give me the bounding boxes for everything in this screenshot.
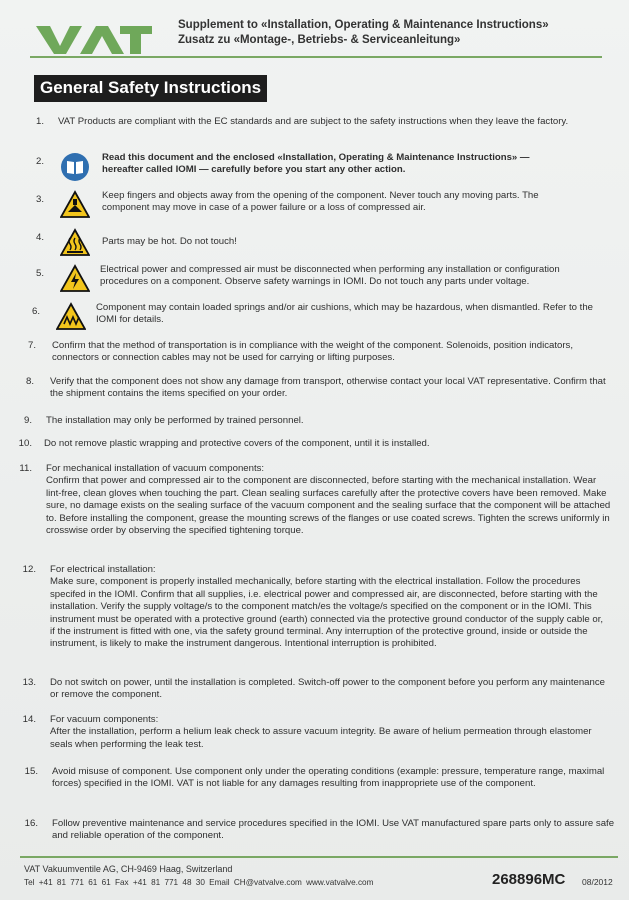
footer-divider [20, 856, 618, 858]
item-heading: For electrical installation: [50, 564, 156, 575]
item-text: Confirm that the method of transportation is in compliance with the weight of the component. Solenoids, position indicators, connectors or connection cables may not be used for carrying or lifting purposes. [52, 340, 574, 364]
footer-company: VAT Vakuumventile AG, CH-9469 Haag, Switzerland [24, 864, 233, 874]
item-text: Component may contain loaded springs and/or air cushions, which may be hazardous, when dismantled. Refer to the IOMI for details. [96, 302, 594, 326]
electrical-hazard-warning-icon [60, 264, 90, 294]
item-number: 8. [25, 376, 34, 387]
document-date: 08/2012 [582, 877, 613, 887]
item-text: Keep fingers and objects away from the opening of the component. Never touch any moving parts. The component may move in case of a power failure or a loss of compressed air. [102, 190, 539, 214]
item-number: 15. [24, 766, 38, 777]
item-text: Read this document and the enclosed «Installation, Operating & Maintenance Instructions» — hereafter called IOMI — carefully before you start any other action. [102, 152, 530, 176]
item-text: Do not remove plastic wrapping and protective covers of the component, until it is installed. [44, 438, 430, 449]
header-divider [30, 56, 602, 58]
item-text: Verify that the component does not show any damage from transport, otherwise contact your local VAT representative. Confirm that the shipment contains the items specified on your order. [50, 376, 606, 400]
header-title [178, 18, 598, 48]
item-heading: For mechanical installation of vacuum components: [46, 463, 265, 474]
item-text: The installation may only be performed by trained personnel. [46, 415, 304, 426]
hot-surface-warning-icon [60, 228, 90, 258]
item-body: Confirm that power and compressed air to the component are disconnected, before starting with the mechanical installation. Wear lint-free, clean gloves when touching the part. Clean sealing surfaces carefully after the protective covers have been removed. Make sure, no damage exists on the sealing surface of the vacuum component and the sealing surface that the component will be attached to. Before installing the component, grease the mounting screws of the flanges or use coated screws. Tighten the screws uniformly in crosswise order by observing the specified tightening torque. [46, 475, 611, 537]
item-text [46, 463, 614, 537]
item-number: 9. [23, 415, 32, 426]
hand-pinch-warning-icon [60, 190, 90, 220]
item-body: After the installation, perform a helium leak check to assure vacuum integrity. Be aware of helium permeation through elastomer seals when performing the leak test. [50, 726, 592, 750]
item-text: Electrical power and compressed air must be disconnected when performing any installation or configuration procedures on a component. Observe safety warnings in IOMI. Do not touch any parts under voltage. [100, 264, 560, 288]
manual-book-icon [60, 152, 90, 182]
header-title-de: Zusatz zu «Montage-, Betriebs- & Serviceanleitung» [178, 34, 461, 46]
item-number: 4. [35, 232, 44, 243]
item-number: 7. [27, 340, 36, 351]
footer-contact: Tel +41 81 771 61 61 Fax +41 81 771 48 30 Email CH@vatvalve.com www.vatvalve.com [24, 878, 374, 887]
item-number: 6. [31, 306, 40, 317]
item-text: Do not switch on power, until the installation is completed. Switch-off power to the component before you perform any maintenance or remove the component. [50, 677, 605, 701]
header-title-en: Supplement to «Installation, Operating & Maintenance Instructions» [178, 19, 549, 31]
item-text: Avoid misuse of component. Use component only under the operating conditions (example: pressure, temperature range, maximal forces) specified in the IOMI. VAT is not liable for any damages resulting from inappropriete use of the component. [52, 766, 605, 790]
item-text: Parts may be hot. Do not touch! [102, 236, 237, 247]
item-number: 14. [22, 714, 36, 725]
item-number: 13. [22, 677, 36, 688]
item-number: 10. [18, 438, 32, 449]
document-number: 268896MC [492, 871, 566, 888]
item-number: 12. [22, 564, 36, 575]
vat-logo [36, 22, 152, 56]
item-number: 11. [19, 463, 32, 474]
item-number: 16. [24, 818, 38, 829]
item-number: 2. [35, 156, 44, 167]
spring-load-warning-icon [56, 302, 86, 332]
item-text [50, 714, 610, 751]
item-number: 1. [35, 116, 44, 127]
item-text [50, 564, 610, 651]
item-heading: For vacuum components: [50, 714, 159, 725]
section-title: General Safety Instructions [34, 75, 267, 102]
item-text: Follow preventive maintenance and service procedures specified in the IOMI. Use VAT manufactured spare parts only to assure safe and reliable operation of the component. [52, 818, 615, 842]
item-number: 3. [35, 194, 44, 205]
item-body: Make sure, component is properly installed mechanically, before starting with the electrical installation. Follow the procedures specifed in the IOMI. Confirm that all supplies, i.e. electrical power and compressed air, are disconnected, before starting with the installation. Verify the supply voltage/s to the component match/es the voltage/s specified on the component or in the IOMI. This instrument must be operated with a protective ground (earth) connected via the protective ground conductor of the supply cable or, if the instrument is fitted with one, via the safety ground terminal. Any interruption of the protective ground, inside or outside the instrument, is likely to make the instrument dangerous. Intentional interruption is prohibited. [50, 576, 604, 650]
item-text: VAT Products are compliant with the EC standards and are subject to the safety instructions when they leave the factory. [58, 116, 569, 127]
item-number: 5. [35, 268, 44, 279]
